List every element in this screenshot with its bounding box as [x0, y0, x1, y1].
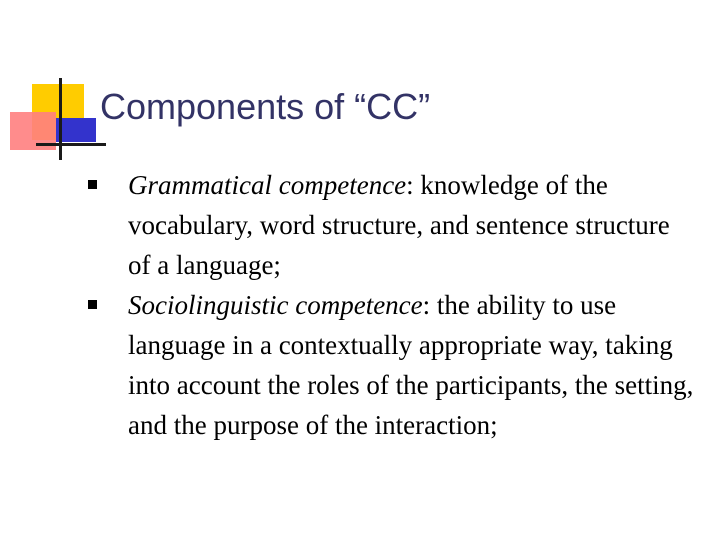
logo-blue-square — [56, 118, 96, 142]
bullet-item-grammatical — [128, 165, 698, 285]
slide-title: Components of “CC” — [100, 86, 431, 127]
bullet-term: Grammatical competence — [128, 170, 407, 200]
bullet-list — [128, 165, 698, 445]
bullet-text: : the ability to use language in a contextually appropriate way, taking into account the roles of the participants, the setting, and the purpose of the interaction; — [128, 290, 694, 440]
bullet-text: : knowledge of the vocabulary, word structure, and sentence structure of a language; — [128, 170, 670, 280]
square-bullet-icon — [88, 180, 97, 189]
square-bullet-icon — [88, 300, 97, 309]
logo-horizontal-line — [36, 143, 106, 146]
logo-vertical-line — [59, 78, 62, 160]
template-logo-decoration — [0, 0, 110, 170]
bullet-item-sociolinguistic — [128, 285, 698, 445]
bullet-term: Sociolinguistic competence — [128, 290, 423, 320]
